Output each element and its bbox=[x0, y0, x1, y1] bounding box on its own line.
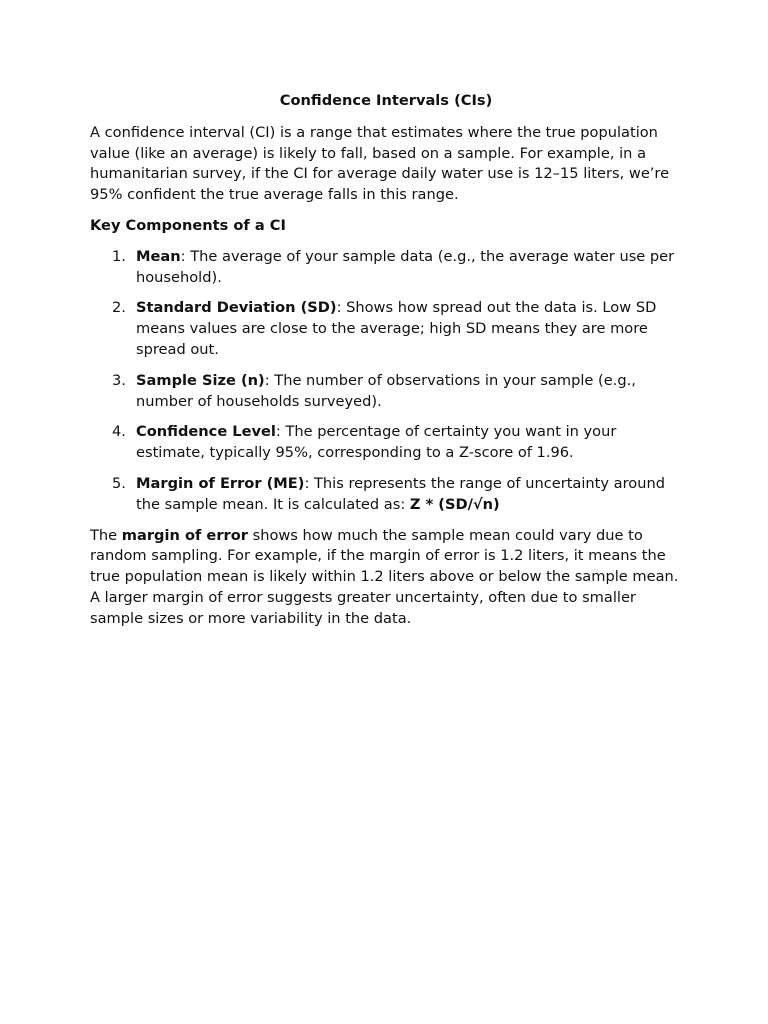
list-item-number: 5. bbox=[112, 474, 126, 492]
list-item-term: Confidence Level bbox=[136, 423, 276, 441]
list-item-text: : This represents the range of uncertainty around the sample mean. It is calculated as: bbox=[136, 474, 665, 513]
list-item-text: : The percentage of certainty you want in your estimate, typically 95%, corresponding to a Z-score of 1.96. bbox=[136, 423, 617, 462]
list-item-term: Sample Size (n) bbox=[136, 371, 265, 389]
intro-paragraph: A confidence interval (CI) is a range that estimates where the true population value (like an average) is likely to fall, based on a sample. For example, in a humanitarian survey, if the CI for average daily water use is 12–15 liters, we’re 95% confident the true average falls in this range. bbox=[90, 123, 670, 204]
document-title: Confidence Intervals (CIs) bbox=[279, 92, 493, 109]
list-item bbox=[90, 474, 682, 516]
closing-paragraph bbox=[90, 526, 682, 630]
list-item-text: : The number of observations in your sample (e.g., number of households surveyed). bbox=[136, 371, 636, 410]
closing-text: shows how much the sample mean could vary due to random sampling. For example, if the margin of error is 1.2 liters, it means the true population mean is likely within 1.2 liters above or below the sample mean. A larger margin of error suggests greater uncertainty, often due to smaller sample sizes or more variability in the data. bbox=[90, 526, 679, 627]
list-item bbox=[90, 422, 682, 464]
list-item-text: : Shows how spread out the data is. Low SD means values are close to the average; high SD means they are more spread out. bbox=[136, 299, 657, 358]
components-heading: Key Components of a CI bbox=[90, 216, 286, 234]
list-item-number: 2. bbox=[112, 299, 126, 317]
document-page bbox=[90, 91, 682, 640]
formula: Z * (SD/√n) bbox=[409, 495, 500, 513]
closing-prefix: The bbox=[90, 526, 122, 544]
list-item-text: : The average of your sample data (e.g., the average water use per household). bbox=[136, 247, 675, 286]
list-item bbox=[90, 298, 682, 360]
components-list bbox=[90, 247, 682, 516]
list-item-number: 3. bbox=[112, 371, 126, 389]
list-item bbox=[90, 371, 682, 413]
list-item-number: 1. bbox=[112, 247, 126, 265]
list-item-term: Mean bbox=[136, 247, 181, 265]
closing-term: margin of error bbox=[121, 526, 248, 544]
list-item bbox=[90, 247, 682, 289]
list-item-term: Margin of Error (ME) bbox=[136, 474, 305, 492]
list-item-number: 4. bbox=[112, 423, 126, 441]
list-item-term: Standard Deviation (SD) bbox=[136, 299, 337, 317]
